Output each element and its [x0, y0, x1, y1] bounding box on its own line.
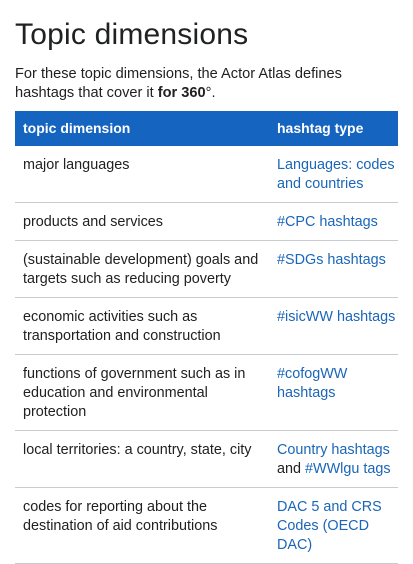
table-header-row	[15, 111, 398, 146]
hashtag-link-languages[interactable]: Languages: codes and countries	[277, 157, 395, 192]
table-row	[15, 355, 398, 431]
hashtag-cell	[270, 488, 398, 564]
hashtag-link-cofogww[interactable]: #cofogWW hashtags	[277, 366, 348, 401]
table-row	[15, 431, 398, 488]
page-title: Topic dimensions	[15, 18, 249, 51]
dimension-cell: products and services	[15, 203, 270, 241]
dimension-cell: local territories: a country, state, city	[15, 431, 270, 488]
hashtag-link-dac[interactable]: DAC 5 and CRS Codes (OECD DAC)	[277, 499, 382, 553]
hashtag-link-sdgs[interactable]: #SDGs hashtags	[277, 252, 386, 268]
hashtag-cell	[270, 355, 398, 431]
intro-paragraph	[15, 65, 398, 103]
intro-bold: for 360	[157, 85, 206, 101]
page	[15, 0, 398, 564]
table-row	[15, 241, 398, 298]
table-row	[15, 488, 398, 564]
hashtag-link-wwlgu[interactable]: #WWlgu tags	[305, 461, 391, 477]
header-topic-dimension: topic dimension	[15, 111, 270, 146]
dimension-cell: codes for reporting about the destination of aid contributions	[15, 488, 270, 564]
dimension-cell: major languages	[15, 146, 270, 203]
hashtag-link-isicww[interactable]: #isicWW hashtags	[277, 309, 396, 325]
topic-dimensions-table	[15, 111, 398, 564]
intro-text: For these topic dimensions, the Actor Atlas defines hashtags that cover it	[15, 66, 342, 101]
intro-text-end: °.	[205, 85, 216, 101]
dimension-cell: functions of government such as in education and environmental protection	[15, 355, 270, 431]
hashtag-cell	[270, 431, 398, 488]
hashtag-cell	[270, 203, 398, 241]
table-row	[15, 298, 398, 355]
hashtag-conjunction: and	[277, 461, 306, 477]
dimension-cell: (sustainable development) goals and targets such as reducing poverty	[15, 241, 270, 298]
table-row	[15, 146, 398, 203]
header-hashtag-type: hashtag type	[270, 111, 398, 146]
hashtag-cell	[270, 146, 398, 203]
table-row	[15, 203, 398, 241]
hashtag-link-cpc[interactable]: #CPC hashtags	[277, 214, 378, 230]
hashtag-cell	[270, 241, 398, 298]
dimension-cell: economic activities such as transportation and construction	[15, 298, 270, 355]
hashtag-cell	[270, 298, 398, 355]
hashtag-link-country[interactable]: Country hashtags	[277, 442, 390, 458]
